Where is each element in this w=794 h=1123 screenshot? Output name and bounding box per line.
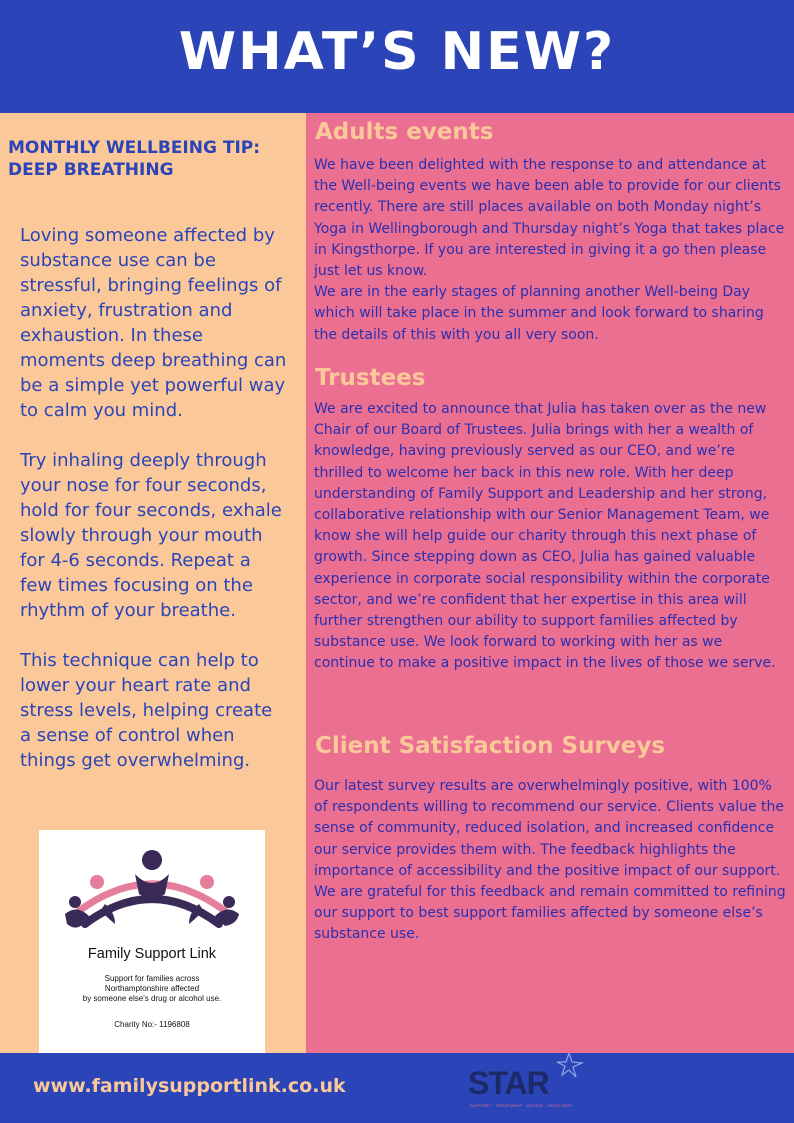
client-surveys-heading: Client Satisfaction Surveys xyxy=(315,733,666,759)
header-banner xyxy=(0,0,794,113)
charity-number: Charity No:- 1196808 xyxy=(114,1020,190,1029)
adults-events-heading: Adults events xyxy=(315,119,494,145)
client-surveys-body: Our latest survey results are overwhelmingly positive, with 100% of respondents willing to recommend our service. Clients value the sense of community, reduced isolation, and increased confidence our service provides them with. The feedback highlights the importance of accessibility and the positive impact of our support. We are grateful for this feedback and remain committed to refining our support to best support families affected by someone else’s substance use. xyxy=(314,778,786,943)
tip-title: MONTHLY WELLBEING TIP: DEEP BREATHING xyxy=(8,138,261,180)
logo-tagline xyxy=(39,974,265,1004)
tip-paragraph: This technique can help to lower your heart rate and stress levels, helping create a sense of control when things get overwhelming. xyxy=(20,650,273,771)
family-people-logo-icon xyxy=(55,844,249,944)
logo-name: Family Support Link xyxy=(87,946,217,962)
adults-events-paragraph: We have been delighted with the response to and attendance at the Well-being events we have been able to provide for our clients recently. There are still places available on both Monday night’s Yoga in Wellingborough and Thursday night’s Yoga that takes place in Kingsthorpe. If you are interested in giving it a go then please just let us know. xyxy=(314,157,785,280)
tip-paragraph: Loving someone affected by substance use can be stressful, bringing feelings of anxiety, frustration and exhaustion. In these moments deep breathing can be a simple yet powerful way to calm you mind. xyxy=(20,225,287,421)
star-logo: STAR xyxy=(468,1065,549,1101)
footer-banner xyxy=(0,1053,794,1123)
news-column xyxy=(306,113,794,1053)
adults-events-paragraph: We are in the early stages of planning another Well-being Day which will take place in the summer and look forward to sharing the details of this with you all very soon. xyxy=(314,284,764,343)
star-logo-subtitle: SUPPORT · TREATMENT · ADVICE · RECOVERY xyxy=(470,1103,573,1108)
trustees-heading: Trustees xyxy=(315,365,426,391)
family-support-link-logo-card xyxy=(39,830,265,1053)
adults-events-body xyxy=(314,155,786,346)
page-title: WHAT’S NEW? xyxy=(178,22,616,82)
wellbeing-tip-column xyxy=(0,113,306,1053)
website-link[interactable]: www.familysupportlink.co.uk xyxy=(33,1075,346,1097)
logo-tagline-line: by someone else's drug or alcohol use. xyxy=(82,994,222,1003)
logo-tagline-line: Support for families across xyxy=(104,974,200,983)
tip-paragraph: Try inhaling deeply through your nose for four seconds, hold for four seconds, exhale slowly through your mouth for 4-6 seconds. Repeat a few times focusing on the rhythm of your breathe. xyxy=(20,450,282,621)
logo-tagline-line: Northamptonshire affected xyxy=(104,984,200,993)
tip-body xyxy=(20,223,288,798)
trustees-body: We are excited to announce that Julia has taken over as the new Chair of our Board of Trustees. Julia brings with her a wealth of knowledge, having previously served as our CEO, and we’re thrilled to welcome her back in this new role. With her deep understanding of Family Support and Leadership and her strong, collaborative relationship with our Senior Management Team, we know she will help guide our charity through this next phase of growth. Since stepping down as CEO, Julia has gained valuable experience in corporate social responsibility within the corporate sector, and we’re confident that her expertise in this area will further strengthen our ability to support families affected by substance use. We look forward to working with her as we continue to make a positive impact in the lives of those we serve. xyxy=(314,401,776,672)
